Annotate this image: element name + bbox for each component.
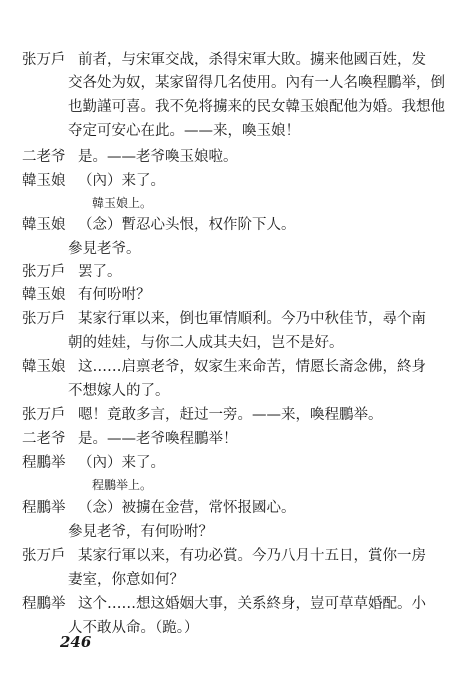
speaker-name: 程鵬举	[22, 455, 66, 471]
dialogue-text: 这个……想这婚姻大事，关系終身，豈可草草婚配。小	[78, 596, 426, 612]
page-number: 246	[60, 633, 92, 651]
speaker-name: 韓玉娘	[22, 173, 66, 189]
dialogue-text: （念）被擄在金营，常怀报國心。	[78, 500, 296, 516]
speaker-name: 韓玉娘	[22, 287, 66, 303]
dialogue-text: 人不敢从命。（跪。）	[68, 620, 199, 636]
speaker-name: 二老爷	[22, 431, 66, 447]
stage-direction-text: 韓玉娘上。	[92, 196, 153, 210]
dialogue-text: 这……启禀老爷，奴家生来命苦，情愿长斋念佛，終身	[78, 359, 426, 375]
dialogue-text: 某家行軍以来，有功必賞。今乃八月十五日，賞你一房	[78, 548, 426, 564]
speaker-name: 程鵬举	[22, 596, 66, 612]
dialogue-text: 不想嫁人的了。	[68, 383, 170, 399]
dialogue-text: 參見老爷，有何吩咐？	[68, 524, 213, 540]
dialogue-text: （念）暫忍心头恨，权作阶下人。	[78, 217, 296, 233]
dialogue-text: 罢了。	[78, 264, 122, 280]
stage-direction-text: 程鵬举上。	[92, 478, 153, 492]
dialogue-text: 參見老爷。	[68, 241, 141, 257]
speaker-name: 程鵬举	[22, 500, 66, 516]
dialogue-text: （內）来了。	[78, 173, 165, 189]
dialogue-text: （內）来了。	[78, 455, 165, 471]
dialogue-text: 是。——老爷喚程鵬举！	[78, 431, 238, 447]
speaker-name: 张万戶	[22, 311, 66, 327]
dialogue-text: 交各处为奴，某家留得几名使用。內有一人名喚程鵬举，倒	[68, 75, 445, 91]
dialogue-text: 前者，与宋軍交战，杀得宋軍大敗。擄来他國百姓，发	[78, 52, 426, 68]
speaker-name: 张万戶	[22, 407, 66, 423]
dialogue-text: 某家行軍以来，倒也軍情順利。今乃中秋佳节，尋个南	[78, 311, 426, 327]
dialogue-text: 嗯！竟敢多言，赶过一旁。——来，喚程鵬举。	[78, 407, 383, 423]
speaker-name: 韓玉娘	[22, 359, 66, 375]
dialogue-text: 也勤謹可喜。我不免将擄来的民女韓玉娘配他为婚。我想他	[68, 99, 445, 115]
dialogue-text: 是。——老爷喚玉娘啦。	[78, 149, 238, 165]
dialogue-text: 夺定可安心在此。——来，喚玉娘！	[68, 123, 300, 139]
dialogue-text: 有何吩咐？	[78, 287, 151, 303]
dialogue-text: 妻室，你意如何？	[68, 572, 184, 588]
speaker-name: 二老爷	[22, 149, 66, 165]
speaker-name: 韓玉娘	[22, 217, 66, 233]
speaker-name: 张万戶	[22, 264, 66, 280]
dialogue-text: 朝的娃娃，与你二人成其夫妇，岂不是好。	[68, 335, 344, 351]
speaker-name: 张万戶	[22, 52, 66, 68]
speaker-name: 张万戶	[22, 548, 66, 564]
